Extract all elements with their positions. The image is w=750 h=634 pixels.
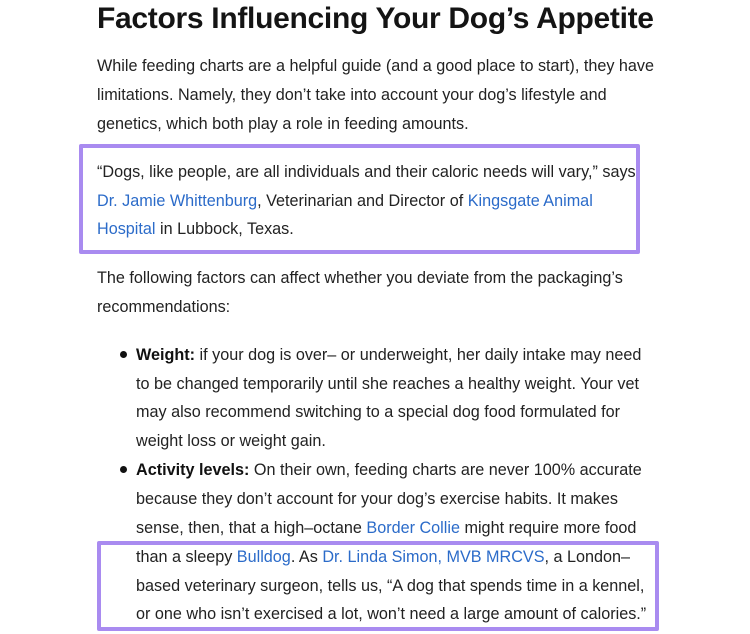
weight-bullet-line-1	[136, 345, 641, 365]
weight-label: Weight:	[136, 346, 196, 364]
hospital-link-part-2[interactable]: Hospital	[97, 220, 156, 238]
quote-line-3	[97, 219, 294, 239]
expert-link-whittenburg[interactable]: Dr. Jamie Whittenburg	[97, 192, 258, 210]
weight-bullet-line-3: may also recommend switching to a special dog food formulated for	[136, 403, 621, 421]
intro-line-2: limitations. Namely, they don’t take into account your dog’s lifestyle and	[97, 86, 607, 104]
activity-bullet-line-5: based veterinary surgeon, tells us, “A dog that spends time in a kennel,	[136, 577, 645, 595]
activity-bullet-line-6: or one who isn’t exercised a lot, won’t need a large amount of calories.”	[136, 605, 647, 623]
factors-intro-line-1: The following factors can affect whether you deviate from the packaging’s	[97, 269, 623, 287]
activity-bullet-line-4	[136, 547, 630, 567]
activity-text: On their own, feeding charts are never 100% accurate	[249, 461, 642, 479]
bulldog-link[interactable]: Bulldog	[236, 548, 291, 566]
activity-label: Activity levels:	[136, 461, 250, 479]
simon-link[interactable]: Dr. Linda Simon, MVB MRCVS	[322, 548, 545, 566]
page-title: Factors Influencing Your Dog’s Appetite	[97, 2, 654, 35]
weight-text: if your dog is over– or underweight, her daily intake may need	[195, 346, 642, 364]
intro-line-3: genetics, which both play a role in feeding amounts.	[97, 115, 469, 133]
activity-bullet-line-3	[136, 518, 636, 538]
quote-line-2-text: , Veterinarian and Director of	[257, 192, 468, 210]
weight-bullet-line-4: weight loss or weight gain.	[136, 432, 326, 450]
activity-line-3-post: might require more food	[459, 519, 637, 537]
activity-line-3-pre: sense, then, that a high–octane	[136, 519, 367, 537]
bullet-icon	[120, 466, 127, 473]
intro-line-1: While feeding charts are a helpful guide (and a good place to start), they have	[97, 57, 655, 75]
quote-line-1: “Dogs, like people, are all individuals and their caloric needs will vary,” says	[97, 163, 636, 181]
weight-bullet-line-2: to be changed temporarily until she reaches a healthy weight. Your vet	[136, 375, 640, 393]
border-collie-link[interactable]: Border Collie	[366, 519, 460, 537]
bullet-icon	[120, 351, 127, 358]
activity-line-4-mid: . As	[290, 548, 323, 566]
activity-line-4-pre: than a sleepy	[136, 548, 237, 566]
hospital-link-part-1[interactable]: Kingsgate Animal	[467, 192, 593, 210]
quote-line-2	[97, 191, 593, 211]
factors-intro-line-2: recommendations:	[97, 298, 231, 316]
quote-line-3-text: in Lubbock, Texas.	[155, 220, 294, 238]
activity-bullet-line-1	[136, 460, 642, 480]
activity-bullet-line-2: because they don’t account for your dog’s exercise habits. It makes	[136, 490, 618, 508]
activity-line-4-post: , a London–	[544, 548, 631, 566]
